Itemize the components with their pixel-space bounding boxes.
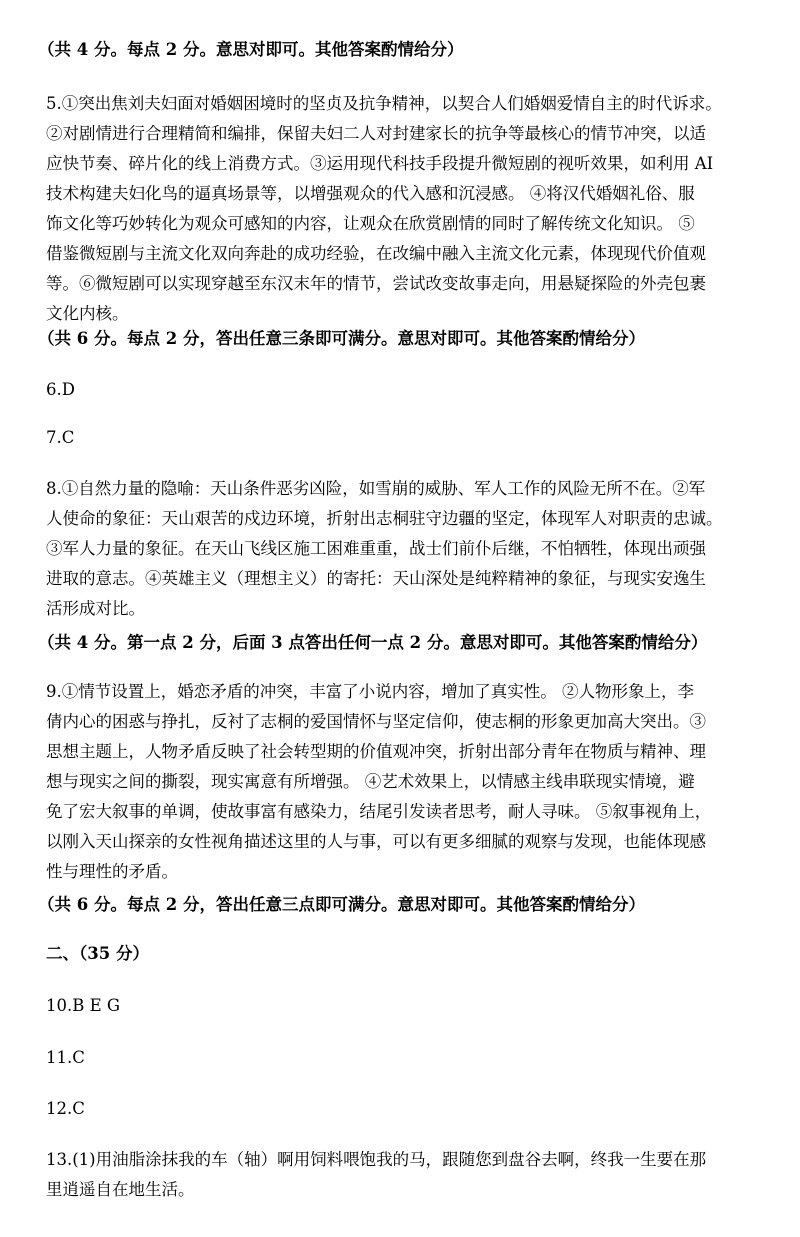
score-note-q5: （共 6 分。每点 2 分，答出任意三条即可满分。意思对即可。其他答案酌情给分） <box>38 329 645 348</box>
q5-line-8: 文化内核。 <box>46 304 129 323</box>
score-note-q9: （共 6 分。每点 2 分，答出任意三点即可满分。意思对即可。其他答案酌情给分） <box>38 895 645 914</box>
q13-line-1: 13.(1)用油脂涂抹我的车（轴）啊用饲料喂饱我的马，跟随您到盘谷去啊，终我一生要在那 <box>46 1150 707 1169</box>
q9-line-2: 倩内心的困惑与挣扎，反衬了志桐的爱国情怀与坚定信仰，使志桐的形象更加高大突出。③ <box>46 712 706 731</box>
q5-line-2: ②对剧情进行合理精简和编排，保留夫妇二人对封建家长的抗争等最核心的情节冲突，以适 <box>46 124 706 143</box>
q13-line-2: 里逍遥自在地生活。 <box>46 1180 195 1199</box>
answer-q6: 6.D <box>46 380 75 399</box>
q8-line-2: 人使命的象征：天山艰苦的戍边环境，折射出志桐驻守边疆的坚定，体现军人对职责的忠诚。 <box>46 509 723 528</box>
q9-line-3: 思想主题上，人物矛盾反映了社会转型期的价值观冲突，折射出部分青年在物质与精神、理 <box>46 742 706 761</box>
q9-line-6: 以刚入天山探亲的女性视角描述这里的人与事，可以有更多细腻的观察与发现，也能体现感 <box>46 832 706 851</box>
section-2-heading: 二、（35 分） <box>46 944 149 963</box>
q9-line-4: 想与现实之间的撕裂，现实寓意有所增强。 ④艺术效果上，以情感主线串联现实情境，避 <box>46 772 695 791</box>
answer-q7: 7.C <box>46 428 75 447</box>
q8-line-1: 8.①自然力量的隐喻：天山条件恶劣凶险，如雪崩的威胁、军人工作的风险无所不在。②军 <box>46 479 706 498</box>
answer-q11: 11.C <box>46 1048 85 1067</box>
q5-line-6: 借鉴微短剧与主流文化双向奔赴的成功经验，在改编中融入主流文化元素，体现现代价值观 <box>46 244 706 263</box>
q8-line-5: 活形成对比。 <box>46 599 145 618</box>
answer-q12: 12.C <box>46 1099 85 1118</box>
q9-line-7: 性与理性的矛盾。 <box>46 862 178 881</box>
q8-line-3: ③军人力量的象征。在天山飞线区施工困难重重，战士们前仆后继，不怕牺牲，体现出顽强 <box>46 539 706 558</box>
q9-line-5: 免了宏大叙事的单调，使故事富有感染力，结尾引发读者思考，耐人寻味。 ⑤叙事视角上， <box>46 802 712 821</box>
score-note-q8: （共 4 分。第一点 2 分，后面 3 点答出任何一点 2 分。意思对即可。其他答案酌情给分） <box>38 633 708 652</box>
score-note-q4: （共 4 分。每点 2 分。意思对即可。其他答案酌情给分） <box>38 40 464 59</box>
q5-line-1: 5.①突出焦刘夫妇面对婚姻困境时的坚贞及抗争精神，以契合人们婚姻爱情自主的时代诉求。 <box>46 94 722 113</box>
q5-line-3: 应快节奏、碎片化的线上消费方式。③运用现代科技手段提升微短剧的视听效果，如利用 AI <box>46 154 714 173</box>
q8-line-4: 进取的意志。④英雄主义（理想主义）的寄托：天山深处是纯粹精神的象征，与现实安逸生 <box>46 569 706 588</box>
q5-line-7: 等。⑥微短剧可以实现穿越至东汉末年的情节，尝试改变故事走向，用悬疑探险的外壳包裹 <box>46 274 706 293</box>
q5-line-4: 技术构建夫妇化鸟的逼真场景等，以增强观众的代入感和沉浸感。 ④将汉代婚姻礼俗、服 <box>46 184 695 203</box>
answer-q10: 10.B E G <box>46 996 121 1015</box>
q5-line-5: 饰文化等巧妙转化为观众可感知的内容，让观众在欣赏剧情的同时了解传统文化知识。 ⑤ <box>46 214 695 233</box>
q9-line-1: 9.①情节设置上，婚恋矛盾的冲突，丰富了小说内容，增加了真实性。 ②人物形象上，李 <box>46 682 694 701</box>
